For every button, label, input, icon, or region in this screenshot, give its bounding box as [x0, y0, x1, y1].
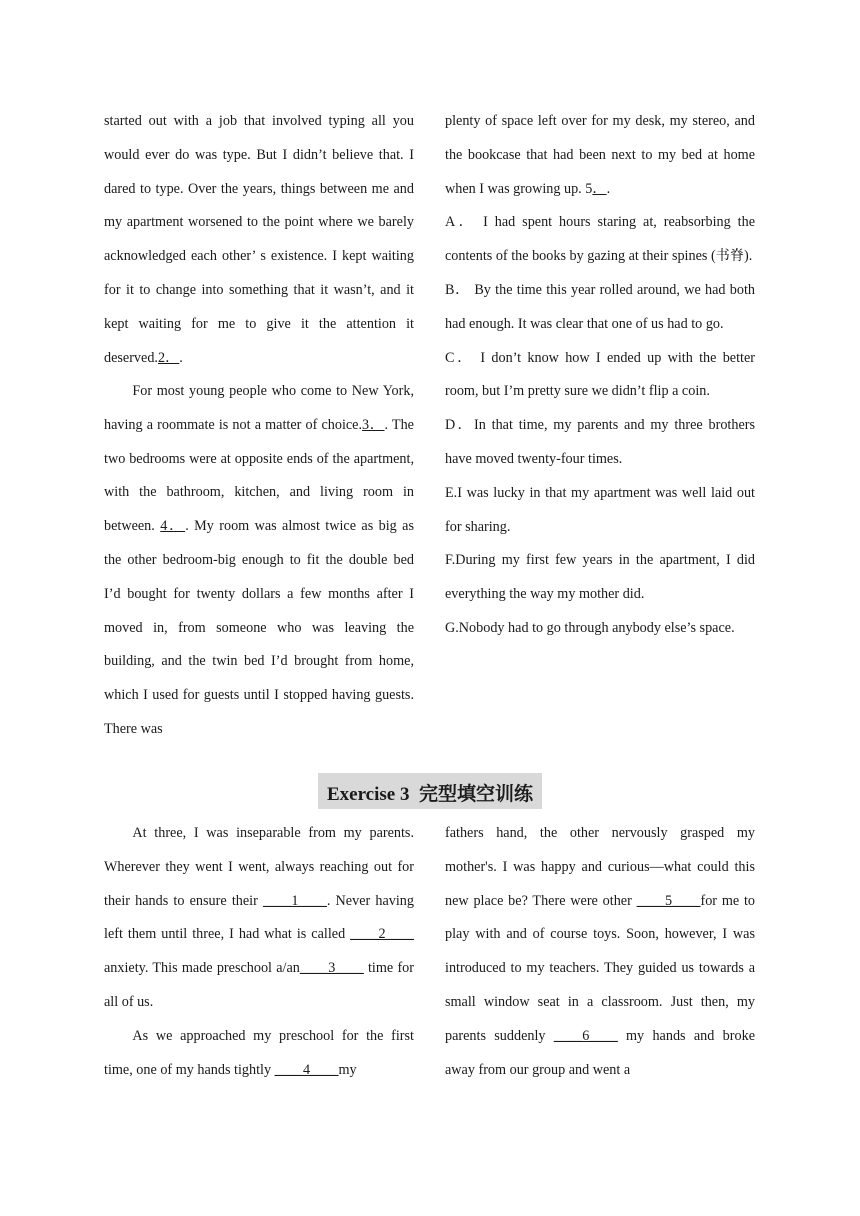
- option-B: B． By the time this year rolled around, we had both had enough. It was clear that one of us had to go.: [445, 281, 755, 332]
- blank-3: 3．: [362, 416, 385, 433]
- cloze-text: . Never having left them until three, I had what is called: [104, 892, 414, 943]
- reading-left-column: [104, 105, 414, 375]
- blank-2: 2．: [157, 349, 180, 366]
- reading-text: .: [179, 349, 183, 366]
- blank-5: ．: [592, 180, 607, 197]
- cloze-text: time for all of us.: [104, 960, 414, 1010]
- cloze-paragraph-2-continued: [445, 817, 755, 1087]
- cloze-text: As we approached my preschool for the first time, one of my hands tightly: [104, 1027, 414, 1078]
- reading-paragraph-1: [104, 105, 414, 375]
- option-A: A． I had spent hours staring at, reabsorbing the contents of the books by gazing at their spines (书脊).: [445, 214, 755, 265]
- cloze-text: fathers hand, the other nervously grasped my mother's. I was happy and curious—what could this new place be? There were other: [445, 825, 755, 909]
- exercise-heading: [318, 773, 542, 809]
- blank-4: 4．: [160, 518, 186, 535]
- exercise-number: Exercise 3: [326, 784, 410, 805]
- option-E: E.I was lucky in that my apartment was well laid out for sharing.: [445, 484, 755, 535]
- cloze-blank-3: ____3____: [299, 960, 364, 977]
- cloze-paragraph-1: [104, 817, 414, 1020]
- reading-paragraph-2-continued: [445, 105, 755, 206]
- reading-paragraph-2: [104, 375, 414, 746]
- option-F: F.During my first few years in the apartment, I did everything the way my mother did.: [445, 552, 755, 603]
- cloze-blank-6: ____6____: [553, 1027, 618, 1044]
- cloze-left-column: [104, 817, 414, 1087]
- cloze-blank-5: ____5____: [636, 892, 701, 909]
- options-list: [445, 206, 755, 645]
- cloze-right-column: [445, 817, 755, 1087]
- cloze-blank-2: ____2____: [350, 926, 414, 943]
- reading-text: started out with a job that involved typing all you would ever do was type. But I didn’t believe that. I dared to type. Over the years, things between me and my apartment worsened to the point where we barely acknowledged each other’ s existence. I kept waiting for it to change into something that it wasn’t, and it kept waiting for me to give it the attention it deserved.: [104, 113, 414, 366]
- cloze-text: for me to play with and of course toys. Soon, however, I was introduced to my teachers. They guided us towards a small window seat in a classroom. Just then, my parents suddenly: [445, 892, 755, 1044]
- cloze-paragraph-2: [104, 1020, 414, 1088]
- cloze-blank-4: ____4____: [274, 1061, 339, 1078]
- cloze-text: At three, I was inseparable from my parents. Wherever they went I went, always reaching out for their hands to ensure their: [104, 825, 414, 909]
- cloze-text: anxiety. This made preschool a/an: [104, 960, 300, 977]
- reading-text: plenty of space left over for my desk, my stereo, and the bookcase that had been next to my bed at home when I was growing up. 5: [445, 113, 755, 197]
- reading-text: . My room was almost twice as big as the other bedroom-big enough to fit the double bed I’d bought for twenty dollars a few months after I moved in, from someone who was leaving the building, and the twin bed I’d brought from home, which I used for guests until I stopped having guests. There was: [104, 518, 414, 737]
- reading-text: .: [606, 180, 611, 197]
- option-C: C． I don’t know how I ended up with the better room, but I’m pretty sure we didn’t flip a coin.: [445, 349, 755, 400]
- reading-text: . The two bedrooms were at opposite ends of the apartment, with the bathroom, kitchen, and living room in between.: [104, 416, 414, 535]
- cloze-text: my: [338, 1061, 357, 1078]
- cloze-text: my hands and broke away from our group and went a: [445, 1027, 755, 1078]
- option-G: G.Nobody had to go through anybody else’s space.: [445, 619, 735, 636]
- exercise-title: 完型填空训练: [418, 784, 533, 805]
- reading-text: For most young people who come to New York, having a roommate is not a matter of choice.: [104, 383, 414, 433]
- cloze-blank-1: ____1____: [263, 892, 327, 909]
- reading-right-column: [445, 105, 755, 646]
- reading-left-column-2: [104, 375, 414, 746]
- option-D: D．In that time, my parents and my three brothers have moved twenty-four times.: [445, 417, 755, 467]
